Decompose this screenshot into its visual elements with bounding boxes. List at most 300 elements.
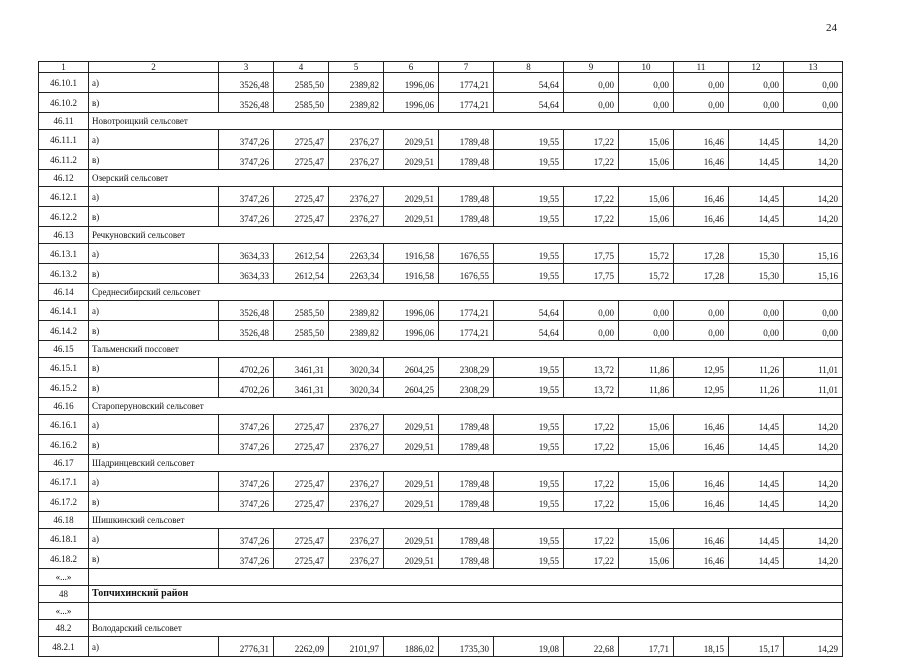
value-cell: 1774,21	[439, 301, 494, 321]
value-cell: 2376,27	[329, 150, 384, 170]
value-cell: 1774,21	[439, 93, 494, 113]
table-row	[39, 73, 843, 93]
value-cell: 2029,51	[384, 529, 439, 549]
value-cell: 1996,06	[384, 321, 439, 341]
value-cell: 1996,06	[384, 93, 439, 113]
row-label: а)	[89, 529, 219, 549]
row-code: 46.18.1	[39, 529, 89, 549]
value-cell: 19,55	[494, 264, 564, 284]
value-cell: 13,72	[564, 358, 619, 378]
table-row	[39, 358, 843, 378]
value-cell: 2029,51	[384, 207, 439, 227]
value-cell: 3634,33	[219, 264, 274, 284]
value-cell: 1996,06	[384, 301, 439, 321]
section-row	[39, 569, 843, 586]
row-code: 46.15.1	[39, 358, 89, 378]
section-name: Топчихинский район	[89, 586, 843, 603]
row-code: 46.15.2	[39, 378, 89, 398]
section-name: Тальменский поссовет	[89, 341, 843, 358]
value-cell: 54,64	[494, 301, 564, 321]
value-cell: 15,06	[619, 472, 674, 492]
section-row	[39, 113, 843, 130]
value-cell: 1676,55	[439, 244, 494, 264]
section-name: Новотроицкий сельсовет	[89, 113, 843, 130]
row-code: 46.11.1	[39, 130, 89, 150]
value-cell: 18,15	[674, 637, 729, 657]
row-code: 46.16.1	[39, 415, 89, 435]
table-row	[39, 435, 843, 455]
value-cell: 1916,58	[384, 264, 439, 284]
value-cell: 2725,47	[274, 187, 329, 207]
row-label: в)	[89, 358, 219, 378]
value-cell: 19,55	[494, 472, 564, 492]
value-cell: 15,06	[619, 492, 674, 512]
value-cell: 2389,82	[329, 93, 384, 113]
value-cell: 14,20	[784, 150, 843, 170]
row-code: 46.13.2	[39, 264, 89, 284]
value-cell: 14,45	[729, 150, 784, 170]
value-cell: 2389,82	[329, 301, 384, 321]
value-cell: 2308,29	[439, 378, 494, 398]
row-code: 46.14.1	[39, 301, 89, 321]
value-cell: 15,17	[729, 637, 784, 657]
value-cell: 1789,48	[439, 187, 494, 207]
header-cell: 5	[329, 62, 384, 73]
table-row	[39, 130, 843, 150]
value-cell: 1789,48	[439, 435, 494, 455]
value-cell: 14,20	[784, 415, 843, 435]
value-cell: 3526,48	[219, 301, 274, 321]
row-label: в)	[89, 93, 219, 113]
value-cell: 2263,34	[329, 264, 384, 284]
row-code: 46.17.1	[39, 472, 89, 492]
section-row	[39, 586, 843, 603]
row-code: 46.12.1	[39, 187, 89, 207]
value-cell: 2376,27	[329, 207, 384, 227]
row-label: а)	[89, 244, 219, 264]
header-cell: 10	[619, 62, 674, 73]
value-cell: 17,22	[564, 130, 619, 150]
section-row	[39, 455, 843, 472]
value-cell: 16,46	[674, 130, 729, 150]
value-cell: 11,01	[784, 378, 843, 398]
value-cell: 2725,47	[274, 415, 329, 435]
value-cell: 15,06	[619, 529, 674, 549]
row-label: в)	[89, 207, 219, 227]
section-row	[39, 398, 843, 415]
value-cell: 3020,34	[329, 378, 384, 398]
value-cell: 15,30	[729, 264, 784, 284]
row-code: 46.17.2	[39, 492, 89, 512]
header-cell: 9	[564, 62, 619, 73]
value-cell: 16,46	[674, 207, 729, 227]
value-cell: 1789,48	[439, 549, 494, 569]
value-cell: 19,55	[494, 130, 564, 150]
table-row	[39, 264, 843, 284]
value-cell: 11,86	[619, 378, 674, 398]
value-cell: 19,55	[494, 549, 564, 569]
value-cell: 2725,47	[274, 472, 329, 492]
value-cell: 17,22	[564, 472, 619, 492]
value-cell: 4702,26	[219, 378, 274, 398]
value-cell: 1735,30	[439, 637, 494, 657]
value-cell: 2725,47	[274, 150, 329, 170]
value-cell: 2029,51	[384, 492, 439, 512]
value-cell: 16,46	[674, 435, 729, 455]
value-cell: 11,86	[619, 358, 674, 378]
row-label: в)	[89, 264, 219, 284]
value-cell: 17,22	[564, 549, 619, 569]
value-cell: 0,00	[619, 93, 674, 113]
value-cell: 2308,29	[439, 358, 494, 378]
value-cell: 22,68	[564, 637, 619, 657]
row-label: в)	[89, 549, 219, 569]
table-row	[39, 529, 843, 549]
row-code: 46.12.2	[39, 207, 89, 227]
value-cell: 3747,26	[219, 435, 274, 455]
row-code: 46.14	[39, 284, 89, 301]
header-cell: 13	[784, 62, 843, 73]
value-cell: 17,22	[564, 207, 619, 227]
value-cell: 2262,09	[274, 637, 329, 657]
row-code: 46.16	[39, 398, 89, 415]
value-cell: 1886,02	[384, 637, 439, 657]
table-row	[39, 549, 843, 569]
value-cell: 14,45	[729, 435, 784, 455]
value-cell: 17,22	[564, 150, 619, 170]
section-row	[39, 603, 843, 620]
value-cell: 0,00	[729, 321, 784, 341]
table-row	[39, 244, 843, 264]
value-cell: 17,28	[674, 264, 729, 284]
value-cell: 0,00	[674, 301, 729, 321]
value-cell: 3747,26	[219, 415, 274, 435]
value-cell: 15,72	[619, 244, 674, 264]
value-cell: 2263,34	[329, 244, 384, 264]
value-cell: 2604,25	[384, 378, 439, 398]
table-row	[39, 378, 843, 398]
value-cell: 14,20	[784, 472, 843, 492]
value-cell: 2376,27	[329, 187, 384, 207]
row-code: 46.10.2	[39, 93, 89, 113]
header-cell: 4	[274, 62, 329, 73]
value-cell: 2585,50	[274, 301, 329, 321]
value-cell: 14,45	[729, 472, 784, 492]
value-cell: 14,45	[729, 187, 784, 207]
value-cell: 3747,26	[219, 150, 274, 170]
table-row	[39, 207, 843, 227]
value-cell: 0,00	[729, 73, 784, 93]
value-cell: 0,00	[564, 73, 619, 93]
value-cell: 2612,54	[274, 264, 329, 284]
value-cell: 0,00	[674, 321, 729, 341]
value-cell: 3634,33	[219, 244, 274, 264]
value-cell: 0,00	[729, 93, 784, 113]
table-row	[39, 150, 843, 170]
value-cell: 19,55	[494, 415, 564, 435]
row-code: 46.11.2	[39, 150, 89, 170]
value-cell: 0,00	[784, 321, 843, 341]
section-row	[39, 227, 843, 244]
section-row	[39, 512, 843, 529]
row-label: в)	[89, 378, 219, 398]
value-cell: 15,06	[619, 435, 674, 455]
value-cell: 14,20	[784, 435, 843, 455]
value-cell: 15,06	[619, 130, 674, 150]
value-cell: 0,00	[674, 73, 729, 93]
value-cell: 2029,51	[384, 130, 439, 150]
value-cell: 14,45	[729, 529, 784, 549]
value-cell: 14,20	[784, 549, 843, 569]
value-cell: 2585,50	[274, 93, 329, 113]
value-cell: 19,55	[494, 378, 564, 398]
value-cell: 19,55	[494, 435, 564, 455]
value-cell: 14,45	[729, 492, 784, 512]
row-label: в)	[89, 150, 219, 170]
value-cell: 0,00	[784, 301, 843, 321]
value-cell: 15,06	[619, 549, 674, 569]
value-cell: 17,22	[564, 415, 619, 435]
value-cell: 15,06	[619, 150, 674, 170]
section-name	[89, 569, 843, 586]
value-cell: 0,00	[619, 321, 674, 341]
row-code: 46.13.1	[39, 244, 89, 264]
table-row	[39, 492, 843, 512]
value-cell: 2585,50	[274, 73, 329, 93]
value-cell: 17,75	[564, 244, 619, 264]
row-code: 46.16.2	[39, 435, 89, 455]
header-cell: 1	[39, 62, 89, 73]
section-row	[39, 620, 843, 637]
value-cell: 3747,26	[219, 207, 274, 227]
value-cell: 17,22	[564, 492, 619, 512]
table-row	[39, 321, 843, 341]
section-name: Староперуновский сельсовет	[89, 398, 843, 415]
value-cell: 15,16	[784, 264, 843, 284]
row-code: 48.2	[39, 620, 89, 637]
section-name: Среднесибирский сельсовет	[89, 284, 843, 301]
value-cell: 3461,31	[274, 378, 329, 398]
value-cell: 1916,58	[384, 244, 439, 264]
value-cell: 17,22	[564, 529, 619, 549]
value-cell: 19,55	[494, 358, 564, 378]
value-cell: 17,22	[564, 187, 619, 207]
header-row	[39, 62, 843, 73]
value-cell: 0,00	[674, 93, 729, 113]
value-cell: 2376,27	[329, 435, 384, 455]
header-cell: 11	[674, 62, 729, 73]
section-name: Володарский сельсовет	[89, 620, 843, 637]
section-name: Шишкинский сельсовет	[89, 512, 843, 529]
value-cell: 1789,48	[439, 492, 494, 512]
value-cell: 0,00	[784, 73, 843, 93]
table-body	[39, 73, 843, 657]
value-cell: 2376,27	[329, 472, 384, 492]
value-cell: 14,20	[784, 492, 843, 512]
value-cell: 2029,51	[384, 415, 439, 435]
value-cell: 16,46	[674, 529, 729, 549]
value-cell: 1676,55	[439, 264, 494, 284]
value-cell: 19,55	[494, 244, 564, 264]
header-cell: 3	[219, 62, 274, 73]
row-label: а)	[89, 301, 219, 321]
value-cell: 14,20	[784, 529, 843, 549]
tariff-table	[38, 61, 843, 657]
header-cell: 7	[439, 62, 494, 73]
row-code: 46.18	[39, 512, 89, 529]
section-row	[39, 170, 843, 187]
value-cell: 3526,48	[219, 93, 274, 113]
value-cell: 17,22	[564, 435, 619, 455]
value-cell: 2585,50	[274, 321, 329, 341]
section-row	[39, 284, 843, 301]
value-cell: 16,46	[674, 492, 729, 512]
value-cell: 0,00	[564, 321, 619, 341]
row-label: а)	[89, 637, 219, 657]
row-label: а)	[89, 187, 219, 207]
table-header	[39, 62, 843, 73]
value-cell: 19,55	[494, 207, 564, 227]
row-code: 46.15	[39, 341, 89, 358]
value-cell: 2029,51	[384, 187, 439, 207]
value-cell: 19,55	[494, 529, 564, 549]
value-cell: 2725,47	[274, 207, 329, 227]
header-cell: 2	[89, 62, 219, 73]
value-cell: 0,00	[564, 301, 619, 321]
value-cell: 2776,31	[219, 637, 274, 657]
value-cell: 11,26	[729, 358, 784, 378]
table-row	[39, 93, 843, 113]
value-cell: 2376,27	[329, 492, 384, 512]
value-cell: 2725,47	[274, 130, 329, 150]
value-cell: 2612,54	[274, 244, 329, 264]
section-name: Озерский сельсовет	[89, 170, 843, 187]
value-cell: 2725,47	[274, 529, 329, 549]
value-cell: 17,71	[619, 637, 674, 657]
value-cell: 16,46	[674, 472, 729, 492]
value-cell: 1789,48	[439, 415, 494, 435]
value-cell: 3747,26	[219, 492, 274, 512]
value-cell: 17,75	[564, 264, 619, 284]
value-cell: 15,06	[619, 415, 674, 435]
row-code: «...»	[39, 603, 89, 620]
value-cell: 3526,48	[219, 73, 274, 93]
value-cell: 15,72	[619, 264, 674, 284]
value-cell: 14,45	[729, 549, 784, 569]
value-cell: 0,00	[619, 301, 674, 321]
row-label: а)	[89, 130, 219, 150]
row-code: 46.11	[39, 113, 89, 130]
row-code: 46.12	[39, 170, 89, 187]
section-name: Речкуновский сельсовет	[89, 227, 843, 244]
value-cell: 14,45	[729, 207, 784, 227]
header-cell: 12	[729, 62, 784, 73]
value-cell: 2389,82	[329, 73, 384, 93]
value-cell: 14,45	[729, 130, 784, 150]
row-label: а)	[89, 415, 219, 435]
value-cell: 12,95	[674, 358, 729, 378]
value-cell: 54,64	[494, 73, 564, 93]
value-cell: 19,55	[494, 187, 564, 207]
value-cell: 2376,27	[329, 549, 384, 569]
value-cell: 15,06	[619, 187, 674, 207]
row-label: в)	[89, 435, 219, 455]
row-label: а)	[89, 73, 219, 93]
row-label: а)	[89, 472, 219, 492]
value-cell: 3747,26	[219, 187, 274, 207]
value-cell: 17,28	[674, 244, 729, 264]
section-row	[39, 341, 843, 358]
value-cell: 16,46	[674, 549, 729, 569]
value-cell: 3461,31	[274, 358, 329, 378]
value-cell: 19,08	[494, 637, 564, 657]
value-cell: 1789,48	[439, 472, 494, 492]
value-cell: 54,64	[494, 93, 564, 113]
value-cell: 2725,47	[274, 549, 329, 569]
value-cell: 1789,48	[439, 529, 494, 549]
value-cell: 0,00	[784, 93, 843, 113]
value-cell: 1789,48	[439, 150, 494, 170]
row-label: в)	[89, 321, 219, 341]
row-code: 46.14.2	[39, 321, 89, 341]
value-cell: 1789,48	[439, 130, 494, 150]
value-cell: 3747,26	[219, 130, 274, 150]
value-cell: 11,01	[784, 358, 843, 378]
value-cell: 2376,27	[329, 529, 384, 549]
value-cell: 4702,26	[219, 358, 274, 378]
value-cell: 1774,21	[439, 321, 494, 341]
value-cell: 54,64	[494, 321, 564, 341]
value-cell: 3526,48	[219, 321, 274, 341]
table-row	[39, 472, 843, 492]
value-cell: 3747,26	[219, 472, 274, 492]
row-code: 46.18.2	[39, 549, 89, 569]
row-label: в)	[89, 492, 219, 512]
value-cell: 2029,51	[384, 472, 439, 492]
row-code: 46.10.1	[39, 73, 89, 93]
value-cell: 2376,27	[329, 415, 384, 435]
value-cell: 16,46	[674, 187, 729, 207]
value-cell: 3020,34	[329, 358, 384, 378]
value-cell: 15,06	[619, 207, 674, 227]
value-cell: 1774,21	[439, 73, 494, 93]
value-cell: 16,46	[674, 415, 729, 435]
value-cell: 3747,26	[219, 549, 274, 569]
value-cell: 1789,48	[439, 207, 494, 227]
value-cell: 15,30	[729, 244, 784, 264]
value-cell: 3747,26	[219, 529, 274, 549]
row-code: «...»	[39, 569, 89, 586]
value-cell: 14,29	[784, 637, 843, 657]
value-cell: 19,55	[494, 492, 564, 512]
table-row	[39, 187, 843, 207]
value-cell: 2725,47	[274, 492, 329, 512]
value-cell: 2029,51	[384, 150, 439, 170]
value-cell: 14,20	[784, 187, 843, 207]
row-code: 48.2.1	[39, 637, 89, 657]
value-cell: 2604,25	[384, 358, 439, 378]
value-cell: 1996,06	[384, 73, 439, 93]
value-cell: 0,00	[619, 73, 674, 93]
value-cell: 2725,47	[274, 435, 329, 455]
value-cell: 14,20	[784, 130, 843, 150]
value-cell: 2101,97	[329, 637, 384, 657]
section-name: Шадринцевский сельсовет	[89, 455, 843, 472]
page-number: 24	[826, 22, 837, 34]
value-cell: 0,00	[564, 93, 619, 113]
value-cell: 12,95	[674, 378, 729, 398]
header-cell: 6	[384, 62, 439, 73]
